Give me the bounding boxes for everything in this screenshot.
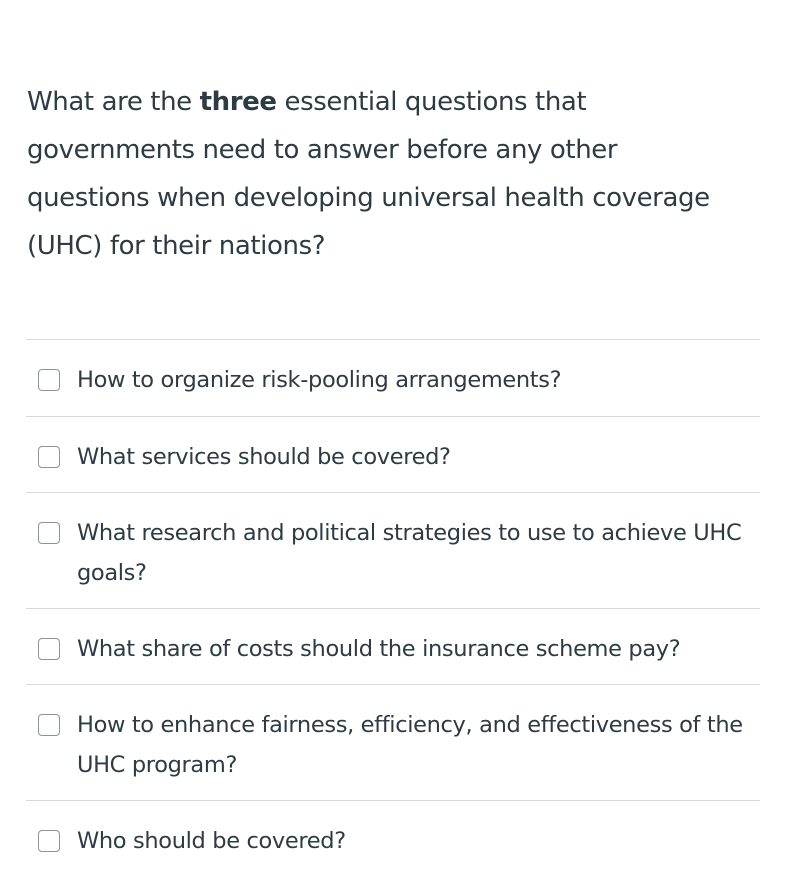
checkbox-1[interactable] [38,369,60,391]
question-text [27,78,727,270]
answer-option-6[interactable] [26,800,760,876]
answer-option-3[interactable] [26,492,760,608]
answer-option-2[interactable] [26,416,760,492]
checkbox-4[interactable] [38,638,60,660]
answer-label-5[interactable]: How to enhance fairness, efficiency, and effectiveness of the UHC program? [77,712,743,778]
checkbox-3[interactable] [38,522,60,544]
question-text-after: essential questions that governments need to answer before any other questions when developing universal health coverage (UHC) for their nations? [27,87,710,261]
answer-label-1[interactable]: How to organize risk-pooling arrangements? [77,367,562,393]
answer-label-4[interactable]: What share of costs should the insurance scheme pay? [77,636,681,662]
answer-label-2[interactable]: What services should be covered? [77,444,451,470]
answer-label-6[interactable]: Who should be covered? [77,828,346,854]
answer-option-1[interactable] [26,339,760,416]
answer-label-3[interactable]: What research and political strategies to use to achieve UHC goals? [77,520,742,586]
answer-list [26,339,760,876]
checkbox-6[interactable] [38,830,60,852]
answer-option-4[interactable] [26,608,760,684]
question-text-before: What are the [27,87,200,117]
question-text-bold: three [199,87,277,117]
checkbox-5[interactable] [38,714,60,736]
answer-option-5[interactable] [26,684,760,800]
checkbox-2[interactable] [38,446,60,468]
